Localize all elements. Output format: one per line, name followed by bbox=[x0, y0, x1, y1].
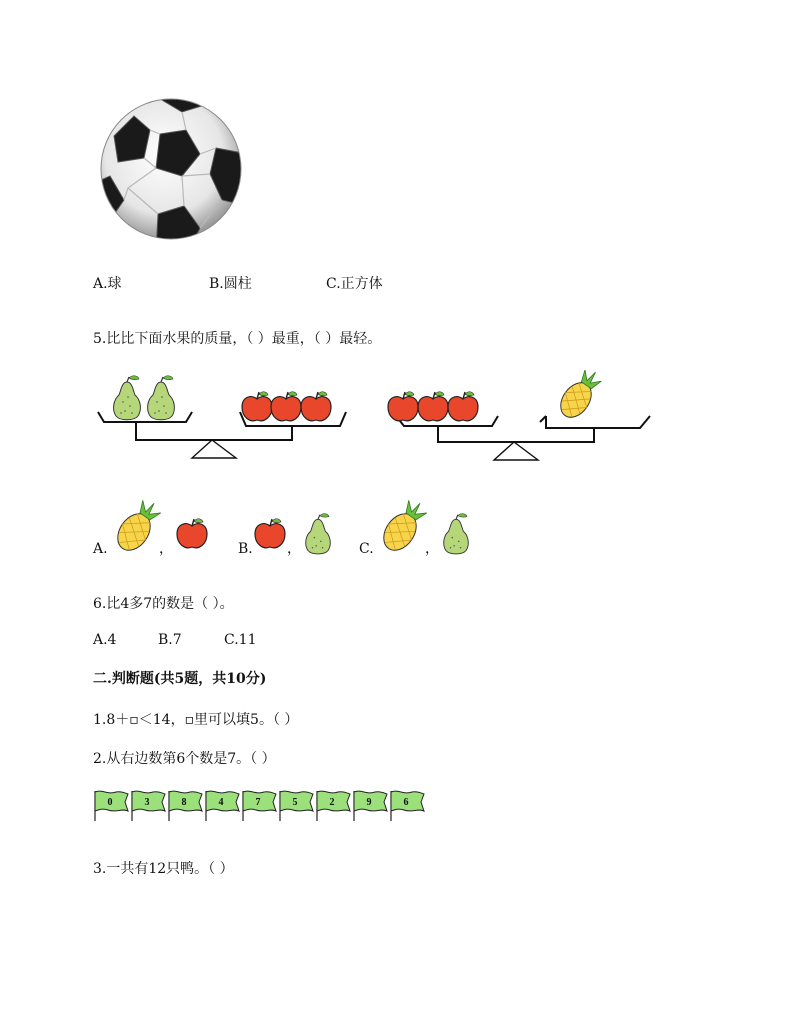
q5-option-b-separator: ， bbox=[287, 541, 301, 557]
section-2-title: 二.判断题(共5题，共10分) bbox=[93, 671, 267, 687]
q5-option-c-separator: ， bbox=[425, 541, 439, 557]
pear-icon bbox=[440, 512, 472, 556]
q6-option-b[interactable]: B.7 bbox=[158, 632, 182, 648]
flag-number: 9 bbox=[366, 797, 372, 808]
flag-number: 0 bbox=[107, 797, 113, 808]
apple-icon bbox=[173, 516, 211, 554]
q6-option-a[interactable]: A.4 bbox=[93, 632, 117, 648]
flag-number: 8 bbox=[181, 797, 187, 808]
judge-question-2: 2.从右边数第6个数是7。（ ） bbox=[93, 751, 276, 767]
q5-option-b-label[interactable]: B. bbox=[238, 541, 253, 557]
apple-icon bbox=[251, 516, 289, 554]
number-flag bbox=[95, 791, 128, 821]
number-flag bbox=[354, 791, 387, 821]
number-flag bbox=[391, 791, 424, 821]
flag-number: 3 bbox=[144, 797, 150, 808]
number-flags-row bbox=[92, 787, 440, 823]
number-flag bbox=[280, 791, 313, 821]
option-b-cylinder[interactable]: B.圆柱 bbox=[209, 276, 252, 292]
pineapple-icon bbox=[104, 500, 164, 558]
flag-number: 6 bbox=[403, 797, 409, 808]
pineapple-icon bbox=[370, 500, 430, 558]
flag-number: 5 bbox=[292, 797, 298, 808]
pear-icon bbox=[302, 512, 334, 556]
question-6-text: 6.比4多7的数是（ ）。 bbox=[93, 596, 234, 612]
question-5-text: 5.比比下面水果的质量，（ ）最重，（ ）最轻。 bbox=[93, 331, 382, 347]
soccer-ball-image bbox=[98, 96, 244, 242]
flag-number: 4 bbox=[218, 797, 224, 808]
q5-option-a-label[interactable]: A. bbox=[93, 541, 108, 557]
judge-question-3: 3.一共有12只鸭。（ ） bbox=[93, 861, 234, 877]
q5-option-c-label[interactable]: C. bbox=[359, 541, 374, 557]
q6-option-c[interactable]: C.11 bbox=[224, 632, 257, 648]
number-flag bbox=[132, 791, 165, 821]
judge-question-1: 1.8＋▫＜14，▫里可以填5。（ ） bbox=[93, 712, 299, 728]
q5-option-a-separator: ， bbox=[159, 541, 173, 557]
flag-number: 2 bbox=[329, 797, 335, 808]
number-flag bbox=[317, 791, 350, 821]
number-flag bbox=[206, 791, 239, 821]
flag-number: 7 bbox=[255, 797, 261, 808]
option-a-sphere[interactable]: A.球 bbox=[93, 276, 122, 292]
number-flag bbox=[169, 791, 202, 821]
number-flag bbox=[243, 791, 276, 821]
balance-scales-image bbox=[90, 370, 660, 470]
option-c-cube[interactable]: C.正方体 bbox=[326, 276, 383, 292]
